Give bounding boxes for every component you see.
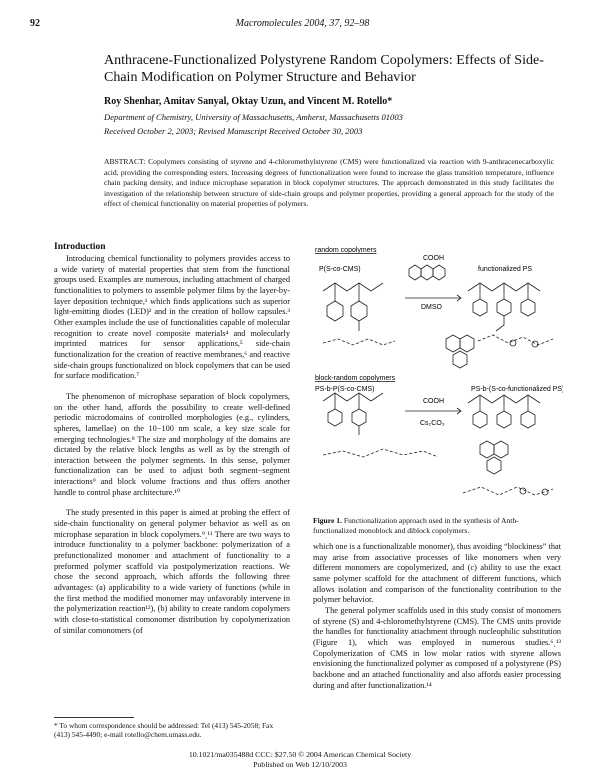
journal-citation: Macromolecules 2004, 37, 92–98: [235, 18, 370, 29]
right-paragraph-1: which one is a functionalizable monomer), thus avoiding “blockiness” that may arise from associative processes of like monomers when very different monomers are copolymerized, and (c) ability to use the exact same polymer scaffold for the attachment of different functions, which allows isolation and comparison of the functionality contribution to the polymer behavior.: [313, 542, 561, 605]
reagent-cooh: COOH: [423, 255, 444, 262]
abstract: ABSTRACT: Copolymers consisting of styrene and 4-chloromethylstyrene (CMS) were functionalized via reaction with 9-anthracenecarboxylic acid, providing the corresponding esters. Increasing degrees of functionalization were found to increase the glass transition temperature, influence chain packing density, and induce microphase separation in block copolymer structures. The approach demonstrated in this study facilitates the investigation of the relationship between structure of side-chain groups and polymer properties, providing a general approach for the study of the effect of chemical functionality on material properties of polymers.: [104, 157, 554, 209]
published-date: Published on Web 12/10/2003: [253, 760, 347, 769]
right-paragraph-2: The general polymer scaffolds used in this study consist of monomers of styrene (S) and 4-chloromethylstyrene (CMS). The CMS units provide the handles for functionality attachment through nucleophilic substitution (Figure 1), which was employed in numerous studies.⁶ˏ¹³ Copolymerization of CMS in low molar ratios with styrene allows envisioning the functionalized polymer as composed of a polystyrene (PS) backbone and an attached functionality and also affords easier processing during and after functionalization.¹⁴: [313, 605, 561, 690]
running-header: [30, 18, 575, 32]
caption-text: Functionalization approach used in the synthesis of Anth-functionalized monoblock and diblock copolymers.: [313, 516, 519, 535]
affiliation: Department of Chemistry, University of Massachusetts, Amherst, Massachusetts 01003: [104, 112, 403, 122]
label-reactant-block: PS-b-P(S-co-CMS): [315, 386, 375, 393]
author-list: Roy Shenhar, Amitav Sanyal, Oktay Uzun, and Vincent M. Rotello*: [104, 96, 393, 107]
footnote-divider: [54, 717, 134, 718]
right-column: [313, 542, 561, 691]
article-title: Anthracene-Functionalized Polystyrene Random Copolymers: Effects of Side-Chain Modification on Polymer Structure and Behavior: [104, 53, 544, 85]
left-column: [54, 254, 290, 636]
intro-paragraph-3: The study presented in this paper is aimed at probing the effect of side-chain functionality on general polymer behavior as well as on microphase separation in block copolymers.⁹ˏ¹¹ There are two ways to introduce functionality to a polymer backbone: polymerization of a prefunctionalized monomer and attachment of functionality to a preformed polymer scaffold via postpolymerization reactions. We chose the second approach, which affords the following three advantages: (a) applicability to a wide variety of functions (while in the first method the modified monomer may unfavorably intervene in the polymerization reaction¹²), (b) ability to create random copolymers with close-to-statistical comonomer distribution by copolymerization of similar comonomers (of: [54, 508, 290, 635]
intro-heading: Introduction: [54, 242, 106, 252]
intro-paragraph-1: Introducing chemical functionality to polymers provides access to a wide variety of material properties that stem from the functional groups used. Examples are numerous, including attachment of charged functionalities to polymers to assemble polymer films by the layer-by-layer deposition technique,¹ which finds applications such as superior light-emitting diodes (LED)² and in the creation of hollow capsules.³ Other examples include the use of functionalities capable of molecular recognition to create novel composite materials⁴ and molecularly imprinted matrices for sensor applications,⁵ side-chain functionalization for the creation of reactive membranes,⁶ and reactive side-chain groups functionalized on block copolymers that can be used for surface modification.⁷: [54, 254, 290, 381]
label-reactant-random: P(S-co-CMS): [319, 266, 361, 273]
correspondence-footnote: * To whom correspondence should be addressed: Tel (413) 545-2058; Fax (413) 545-4490; e-mail rotello@chem.umass.edu.: [54, 721, 274, 740]
reagent-cooh-block: COOH: [423, 398, 444, 405]
reagent-solvent: DMSO: [421, 304, 442, 311]
label-product-random: functionalized PS: [478, 266, 533, 273]
figure-1-scheme: [313, 243, 563, 513]
label-product-block: PS-b-(S-co-functionalized PS): [471, 386, 563, 393]
figure-caption: [313, 516, 561, 535]
intro-paragraph-2: The phenomenon of microphase separation of block copolymers, on the other hand, affords the possibility to create well-defined periodic microdomains of controlled morphologies (e.g., cylinders, spheres, lamellae) on the 10−100 nm scale, a key size scale for emerging technologies.⁸ The size and morphology of the domains are dictated by the relative block lengths as well as by the strength of interaction between the polymer segments. In this sense, polymer functionalization can be used to adjust both segment−segment interactions⁹ and block volume fractions and thus offers another handle to control phase architecture.¹⁰: [54, 391, 290, 497]
page-number: 92: [30, 18, 40, 29]
publication-footer: [0, 750, 600, 770]
received-dates: Received October 2, 2003; Revised Manuscript Received October 30, 2003: [104, 126, 363, 136]
label-block-copolymers: block-random copolymers: [315, 375, 396, 382]
reagent-catalyst: Cs₂CO₃: [420, 420, 445, 427]
caption-label: Figure 1.: [313, 516, 342, 525]
label-random-copolymers: random copolymers: [315, 247, 377, 254]
doi-line: 10.1021/ma035488d CCC: $27.50 © 2004 American Chemical Society: [188, 750, 412, 759]
